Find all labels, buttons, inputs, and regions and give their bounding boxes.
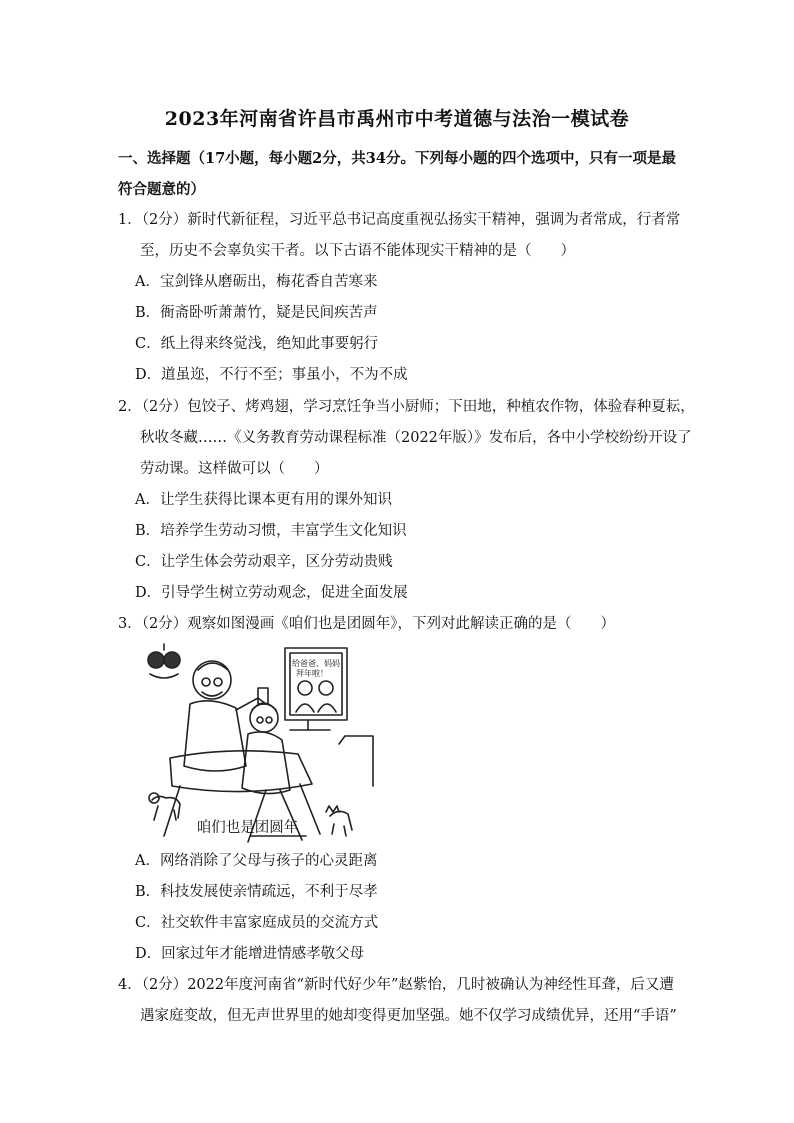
question-1-line-2: 至，历史不会辜负实干者。以下古语不能体现实干精神的是（ ） <box>140 243 575 259</box>
question-2-option-d: D．引导学生树立劳动观念，促进全面发展 <box>135 585 408 601</box>
question-3-option-c: C．社交软件丰富家庭成员的交流方式 <box>135 915 379 931</box>
question-1-option-b: B．衙斋卧听萧萧竹，疑是民间疾苦声 <box>135 305 378 321</box>
question-2-line-1: 2．（2分）包饺子、烤鸡翅，学习烹饪争当小厨师；下田地，种植农作物，体验春种夏耘， <box>118 399 695 415</box>
question-2-line-3: 劳动课。这样做可以（ ） <box>140 461 329 477</box>
comic-caption: 咱们也是团圆年 <box>196 820 299 836</box>
question-4-line-1: 4．（2分）2022年度河南省“新时代好少年”赵紫怡，几时被确认为神经性耳聋，后又遭 <box>118 977 674 993</box>
question-1-option-c: C．纸上得来终觉浅，绝知此事要躬行 <box>135 336 379 352</box>
question-3-option-a: A．网络消除了父母与孩子的心灵距离 <box>135 853 378 869</box>
question-3-option-b: B．科技发展使亲情疏远，不利于尽孝 <box>135 884 378 900</box>
question-1-line-1: 1．（2分）新时代新征程，习近平总书记高度重视弘扬实干精神，强调为者常成，行者常 <box>118 212 681 228</box>
comic-screen-text-2: 拜年啦！ <box>296 669 328 678</box>
comic-illustration <box>140 640 375 845</box>
question-1-option-a: A．宝剑锋从磨砺出，梅花香自苦寒来 <box>135 274 378 290</box>
question-2-option-c: C．让学生体会劳动艰辛，区分劳动贵贱 <box>135 554 393 570</box>
question-3-option-d: D．回家过年才能增进情感孝敬父母 <box>135 946 365 962</box>
exam-title: 2023年河南省许昌市禹州市中考道德与法治一模试卷 <box>164 108 630 130</box>
question-2-option-a: A．让学生获得比课本更有用的课外知识 <box>135 492 392 508</box>
question-2-line-2: 秋收冬藏……《义务教育劳动课程标准（2022年版）》发布后，各中小学校纷纷开设了 <box>140 430 692 446</box>
question-1-option-d: D．道虽迩，不行不至；事虽小，不为不成 <box>135 367 408 383</box>
comic-screen-text-1: 给爸爸、妈妈 <box>292 659 340 668</box>
question-4-line-2: 遇家庭变故，但无声世界里的她却变得更加坚强。她不仅学习成绩优异，还用“手语” <box>140 1008 677 1024</box>
question-3-line-1: 3．（2分）观察如图漫画《咱们也是团圆年》，下列对此解读正确的是（ ） <box>118 616 615 632</box>
question-2-option-b: B．培养学生劳动习惯，丰富学生文化知识 <box>135 523 407 539</box>
section-heading: 一、选择题（17小题，每小题2分，共34分。下列每小题的四个选项中，只有一项是最符合题意的） <box>118 150 676 198</box>
